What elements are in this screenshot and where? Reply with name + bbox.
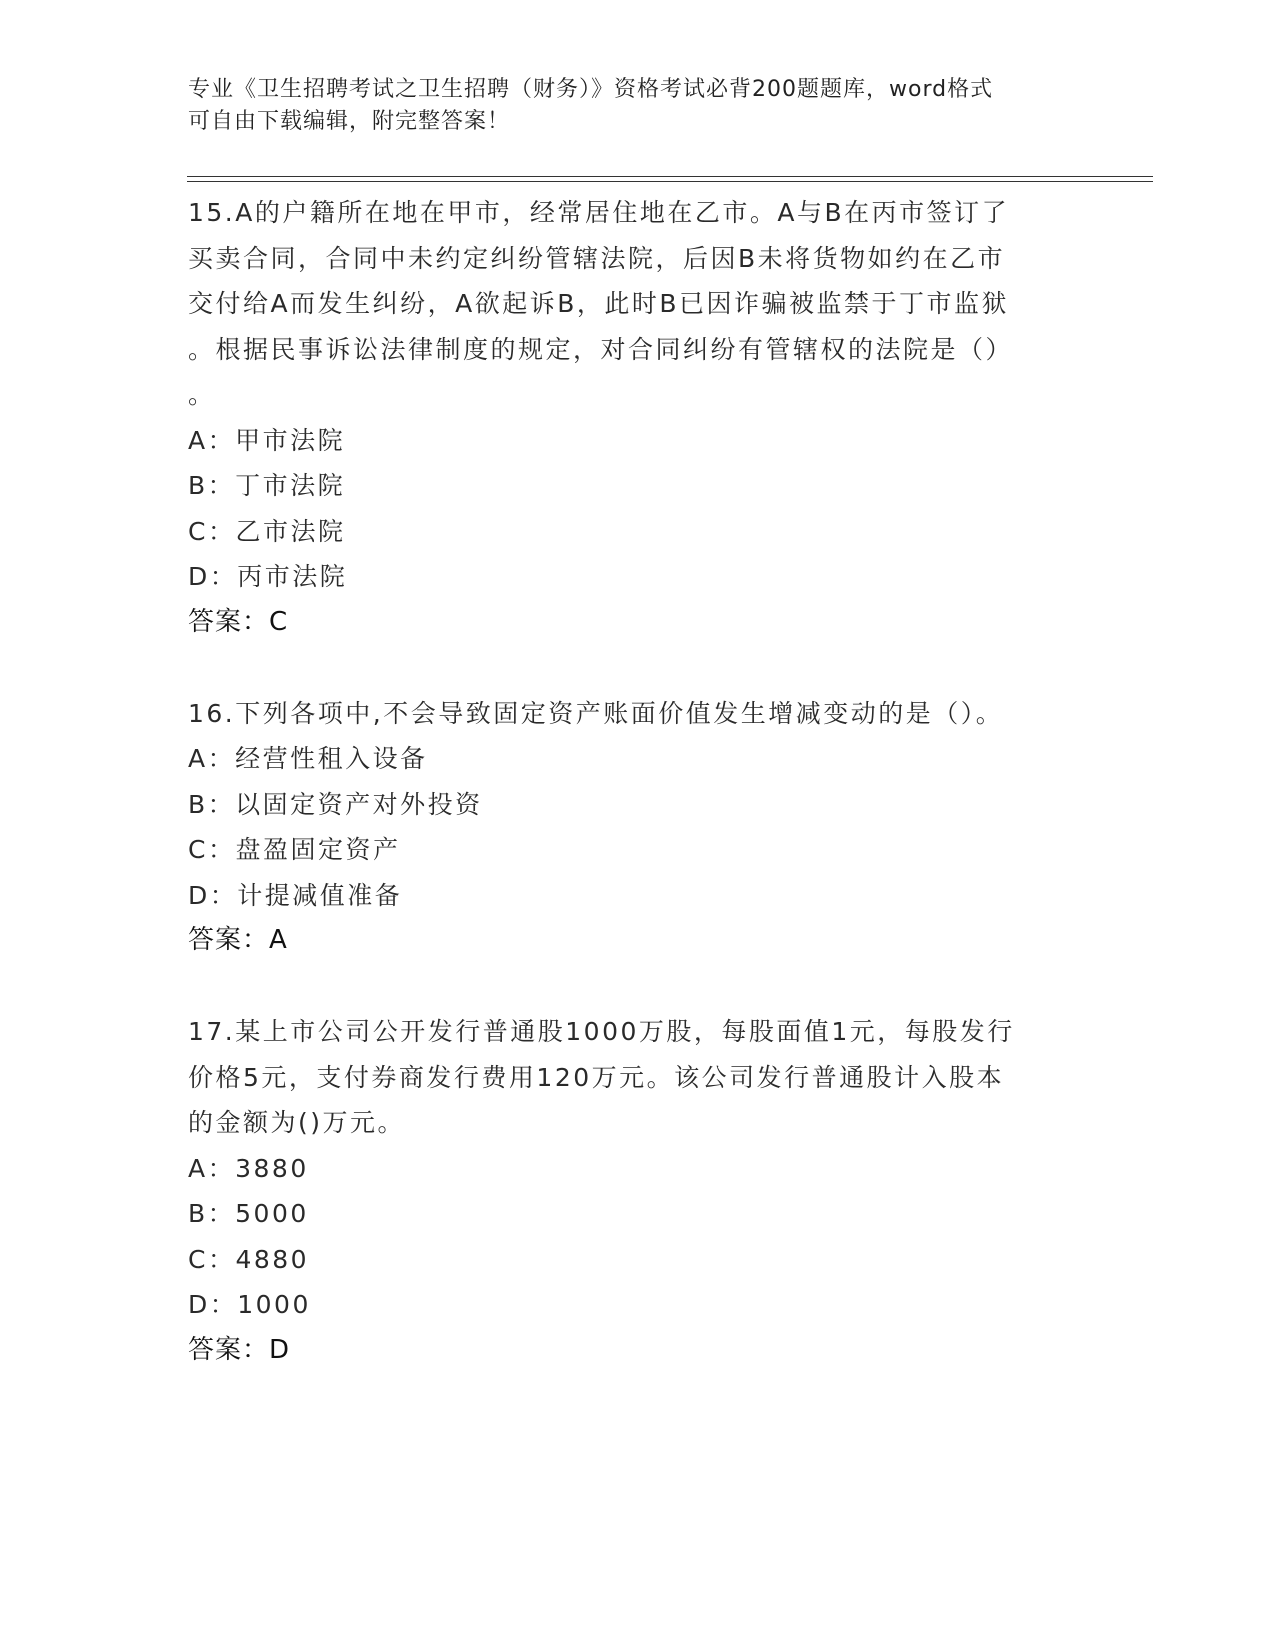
answer-line: 答案：D bbox=[188, 1334, 291, 1365]
option-c: C：4880 bbox=[188, 1244, 310, 1274]
option-a: A：3880 bbox=[188, 1153, 309, 1183]
document-header bbox=[188, 74, 1068, 138]
header-line-1: 专业《卫生招聘考试之卫生招聘（财务）》资格考试必背200题题库，word格式 bbox=[188, 77, 994, 102]
option-d: D：1000 bbox=[188, 1290, 311, 1319]
question-text-line: 价格5元，支付券商发行费用120万元。该公司发行普通股计入股本 bbox=[188, 1062, 1005, 1092]
header-line-2: 可自由下载编辑，附完整答案！ bbox=[188, 109, 511, 134]
question-16 bbox=[188, 691, 1088, 964]
option-d: D：丙市法院 bbox=[188, 562, 348, 591]
answer-line: 答案：C bbox=[188, 606, 289, 637]
question-text-line: 16.下列各项中,不会导致固定资产账面价值发生增减变动的是（）。 bbox=[188, 698, 1004, 728]
header-divider-top bbox=[187, 176, 1153, 177]
question-text-line: 买卖合同，合同中未约定纠纷管辖法院，后因B未将货物如约在乙市 bbox=[188, 243, 1006, 273]
question-text-line: 交付给A而发生纠纷，A欲起诉B，此时B已因诈骗被监禁于丁市监狱 bbox=[188, 289, 1010, 318]
question-text-line: 。根据民事诉讼法律制度的规定，对合同纠纷有管辖权的法院是（） bbox=[188, 334, 1014, 364]
option-a: A：甲市法院 bbox=[188, 425, 346, 455]
question-text-line: 17.某上市公司公开发行普通股1000万股，每股面值1元，每股发行 bbox=[188, 1017, 1015, 1046]
option-d: D：计提减值准备 bbox=[188, 880, 403, 910]
option-c: C：盘盈固定资产 bbox=[188, 835, 401, 864]
question-15 bbox=[188, 190, 1088, 645]
answer-line: 答案：A bbox=[188, 925, 288, 955]
question-text-line: 的金额为()万元。 bbox=[188, 1108, 406, 1137]
question-17 bbox=[188, 1009, 1088, 1373]
question-list bbox=[188, 190, 1088, 1373]
question-text-line: 。 bbox=[188, 380, 216, 409]
option-b: B：以固定资产对外投资 bbox=[188, 789, 483, 819]
question-text-line: 15.A的户籍所在地在甲市，经常居住地在乙市。A与B在丙市签订了 bbox=[188, 198, 1010, 227]
option-a: A：经营性租入设备 bbox=[188, 744, 428, 773]
question-spacer bbox=[188, 645, 1088, 691]
option-c: C：乙市法院 bbox=[188, 516, 346, 546]
header-divider-bottom bbox=[187, 181, 1153, 182]
option-b: B：丁市法院 bbox=[188, 471, 346, 500]
option-b: B：5000 bbox=[188, 1199, 309, 1228]
question-spacer bbox=[188, 964, 1088, 1010]
